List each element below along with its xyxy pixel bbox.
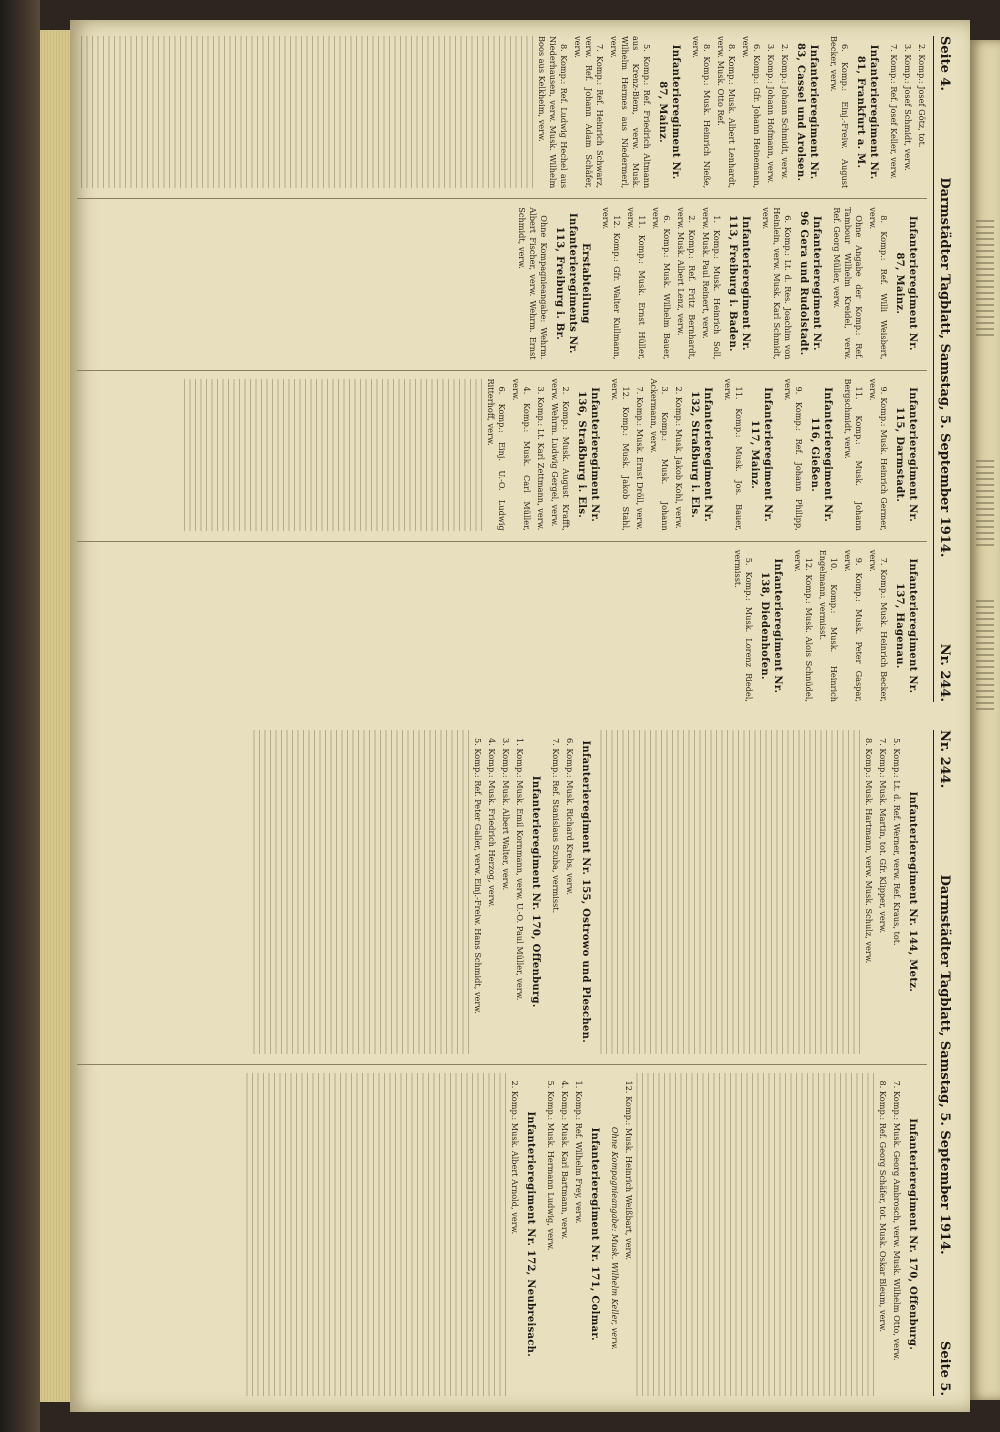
left-page [70, 24, 970, 714]
list-item: 6. Komp.: Musk. Wilhelm Bauer, verw. [651, 207, 672, 360]
adjacent-page-text [976, 600, 994, 710]
illegible-text-block [600, 730, 860, 1054]
list-item: 1. Komp.: Ref. Wilhelm Frey, verw. [574, 1080, 584, 1224]
left-issue-number: Nr. 244. [937, 643, 952, 702]
list-item: 5. Komp.: Musk. Lorenz Riedel, vermisst. [733, 549, 754, 702]
left-column-3 [77, 370, 927, 531]
newspaper-page [70, 20, 970, 1412]
list-item: 2. Komp.: Josef Götz, tot. [917, 44, 927, 148]
regiment-heading: Infanterieregiment Nr. 87, Mainz. [657, 44, 681, 180]
list-item: 9. Komp.: Ref. Johann Philipp, verw. [783, 378, 804, 531]
left-page-label: Seite 4. [937, 36, 952, 91]
list-item: 2. Komp.: Ref. Fritz Bernhardt, verw. Musk. Albert Lenz, verw. [676, 207, 697, 360]
list-item: 8. Komp.: Musk. Albert Lenhardt, verw. Musk. Otto Ref. [716, 36, 737, 189]
list-item: 7. Komp.: Musk. Ernst Dröll, verw. [635, 386, 645, 530]
list-item: 1. Komp.: Musk. Heinrich Soll, verw. Musk. Paul Reinert, verw. [701, 207, 722, 360]
list-item: Ohne Kompagnieangabe: Musk. Wilhelm Keller, verw. [610, 1126, 620, 1350]
list-item: 7. Komp.: Musk. Georg Ambrosch, verw. Musk. Wilhelm Otto, verw. [892, 1080, 902, 1361]
list-item: 3. Komp.: Lt. Karl Zettmann, verw. [536, 386, 546, 531]
regiment-heading: Infanterieregiment Nr. 96 Gera und Rudolstadt. [798, 211, 822, 356]
list-item: 4. Komp.: Musk. Carl Müller, verw. [511, 378, 532, 531]
regiment-heading: Infanterieregiment Nr. 170, Offenburg. [530, 775, 541, 1008]
list-item: 8. Komp.: Ref. Georg Schäfer, tot. Musk. Oskar Bleum, verw. [878, 1080, 888, 1332]
list-item: 2. Komp.: Johann Schmidt, verw. [780, 44, 790, 180]
illegible-text-block [249, 730, 469, 1054]
list-item: 9. Komp.: Musk. Peter Gaspar, verw. [843, 549, 864, 702]
adjacent-page-text [976, 220, 994, 340]
regiment-heading: Infanterieregiment Nr. 81, Frankfurt a. M. [855, 44, 879, 180]
list-item: 7. Komp.: Musk. Heinrich Becker, verw. [868, 549, 889, 702]
list-item: 11. Komp.: Musk. Jos. Bauer, verw. [723, 378, 744, 531]
list-item: 3. Komp.: Johann Hofmann, verw. [766, 44, 776, 184]
list-item: 2. Komp.: Musk. August Krafft, verw. Wehrm. Ludwig Gergel, verw. [550, 378, 571, 531]
list-item: 9. Komp.: Musk. Heinrich Germer, verw. [868, 378, 889, 531]
regiment-heading: Infanterieregiment Nr. 132, Straßburg i. Els. [689, 387, 713, 522]
list-item: 6. Komp.: Einj.-Freiw. August Becker, verw. [829, 36, 850, 189]
list-item: 6. Komp.: Gfr. Johann Heinemann, verw. [741, 36, 762, 189]
list-item: 10. Komp.: Musk. Heinrich Engelmann, vermisst. [818, 549, 839, 702]
list-item: 12. Komp.: Musk. Heinrich Weißbart, verw. [624, 1080, 634, 1261]
list-item: 7. Komp.: Ref. Josef Keller, verw. [889, 44, 899, 180]
list-item: 8. Komp.: Ref. Ludwig Hechel aus Niederhausen, verw. Musk. Wilhelm Boos aus Kelkheim, verw. [537, 36, 569, 189]
list-item: 5. Komp.: Ref. Peter Galler, verw. Einj.-Freiw. Hans Schmidt, verw. [473, 738, 483, 1014]
list-item: 5. Komp.: Musk. Hermann Ludwig, verw. [546, 1080, 556, 1251]
list-item: Ohne Angabe der Komp.: Ref. Tambour Wilhelm Kreidel, verw. Ref. Georg Müller, verw. [832, 207, 864, 360]
regiment-heading: Infanterieregiment Nr. 171, Colmar. [589, 1127, 600, 1341]
regiment-heading: Infanterieregiment Nr. 144, Metz. [907, 791, 918, 993]
right-issue-number: Nr. 244. [937, 730, 952, 789]
left-masthead [933, 36, 952, 702]
list-item: 5. Komp.: Lt. d. Ref. Werner, verw. Ref. Kraus, tot. [892, 738, 902, 946]
list-item: 3. Komp.: Musk. Albert Walter, verw. [501, 738, 511, 891]
list-item: 12. Komp.: Musk. Jakob Stahl, verw. [610, 378, 631, 531]
list-item: 12. Komp.: Gfr. Walter Kullmann, verw. [601, 207, 622, 360]
list-item: 3. Komp.: Josef Schmidt, verw. [903, 44, 913, 171]
regiment-heading: Infanterieregiment Nr. 155, Ostrowo und Pleschen. [580, 740, 591, 1044]
left-column-1 [77, 36, 927, 188]
page-stack-edge [40, 30, 70, 1402]
right-column-1 [77, 730, 927, 1054]
regiment-heading: Infanterieregiment Nr. 117, Mainz. [749, 387, 773, 522]
list-item: 11. Komp.: Musk. Ernst Hüller, verw. [626, 207, 647, 360]
list-item: 7. Komp.: Musk. Martin, tot. Gfr. Klipper, verw. [878, 738, 888, 934]
list-item: 6. Komp.: Einj. U.-O. Ludwig Ritterhoff, verw. [486, 378, 507, 531]
book-binding [0, 0, 40, 1432]
list-item: 11. Komp.: Musk. Johann Bergschmidt, verw. [843, 378, 864, 531]
left-column-2 [77, 198, 927, 359]
adjacent-page-edge [970, 40, 1000, 1400]
list-item: 2. Komp.: Musk. Jakob Kohl, verw. [674, 386, 684, 529]
list-item: 8. Komp.: Ref. Willi Weisbert, verw. [868, 207, 889, 360]
regiment-heading: Infanterieregiment Nr. 138, Diedenhofen. [759, 558, 783, 694]
right-masthead-title: Darmstädter Tagblatt, Samstag, 5. September 1914. [937, 874, 952, 1255]
list-item: 8. Komp.: Musk. Heinrich Nieße, verw. [691, 36, 712, 189]
illegible-text-block [634, 1073, 874, 1397]
list-item: 3. Komp.: Musk. Johann Ackermann, verw. [649, 378, 670, 531]
regiment-heading: Erstabteilung Infanterieregiments Nr. 113, Freiburg i. Br. [554, 213, 591, 354]
list-item: 5. Komp.: Ref. Friedrich Altmann aus Krenz-Biem, verw. Musk. Wilhelm Hermes aus Niedermerl, verw. [609, 36, 652, 189]
list-item: 4. Komp.: Musk. Friedrich Herzog, verw. [487, 738, 497, 908]
list-item: 4. Komp.: Musk. Karl Bartmann, verw. [560, 1080, 570, 1240]
list-item: 1. Komp.: Musk. Emil Kornmann, verw. U.-O. Paul Müller, verw. [515, 738, 525, 1001]
list-item: 7. Komp.: Ref. Stanislaus Szuba, vermisst. [551, 738, 561, 914]
rotated-spread [70, 20, 970, 1412]
regiment-heading: Infanterieregiment Nr. 172, Neubreisach. [525, 1111, 536, 1358]
illegible-text-block [182, 379, 482, 531]
list-item: 6. Komp.: Lt. d. Res. Joachim von Heinlein, verw. Musk. Karl Schmidt, verw. [761, 207, 793, 360]
list-item: 6. Komp.: Musk. Richard Krebs, verw. [565, 738, 575, 896]
regiment-heading: Infanterieregiment Nr. 137, Hagenau. [894, 558, 918, 694]
regiment-heading: Infanterieregiment Nr. 136, Straßburg i. Els. [576, 387, 600, 522]
list-item: 2. Komp.: Musk. Albert Arnold, verw. [510, 1080, 520, 1235]
list-item: 8. Komp.: Musk. Hartmann, verw. Musk. Schulz, verw. [864, 738, 874, 964]
left-column-4 [77, 541, 927, 702]
list-item: 7. Komp.: Ref. Heinrich Schwarz, verw. Ref. Johann Adam Schäfer, verw. [573, 36, 605, 189]
regiment-heading: Infanterieregiment Nr. 83, Cassel und Arolsen. [795, 42, 819, 182]
illegible-text-block [246, 1073, 506, 1397]
adjacent-page-text [976, 460, 994, 550]
right-masthead [933, 730, 952, 1396]
right-page-label: Seite 5. [937, 1341, 952, 1396]
regiment-heading: Infanterieregiment Nr. 170, Offenburg. [907, 1118, 918, 1351]
left-masthead-title: Darmstädter Tagblatt, Samstag, 5. September 1914. [937, 177, 952, 558]
list-item: Ohne Kompagnieangabe: Wehrm. Albert Fischer, verw. Wehrm. Ernst Schmidt, verw. [517, 207, 549, 360]
list-item: 12. Komp.: Musk. Alois Schnüdel, verw. [793, 549, 814, 702]
right-page [70, 718, 970, 1408]
right-column-2 [77, 1064, 927, 1397]
regiment-heading: Infanterieregiment Nr. 113, Freiburg i. Baden. [727, 214, 751, 352]
regiment-heading: Infanterieregiment Nr. 116, Gießen. [809, 387, 833, 522]
regiment-heading: Infanterieregiment Nr. 115, Darmstadt. [894, 387, 918, 522]
regiment-heading: Infanterieregiment Nr. 87, Mainz. [894, 216, 918, 351]
illegible-text-block [77, 36, 533, 188]
